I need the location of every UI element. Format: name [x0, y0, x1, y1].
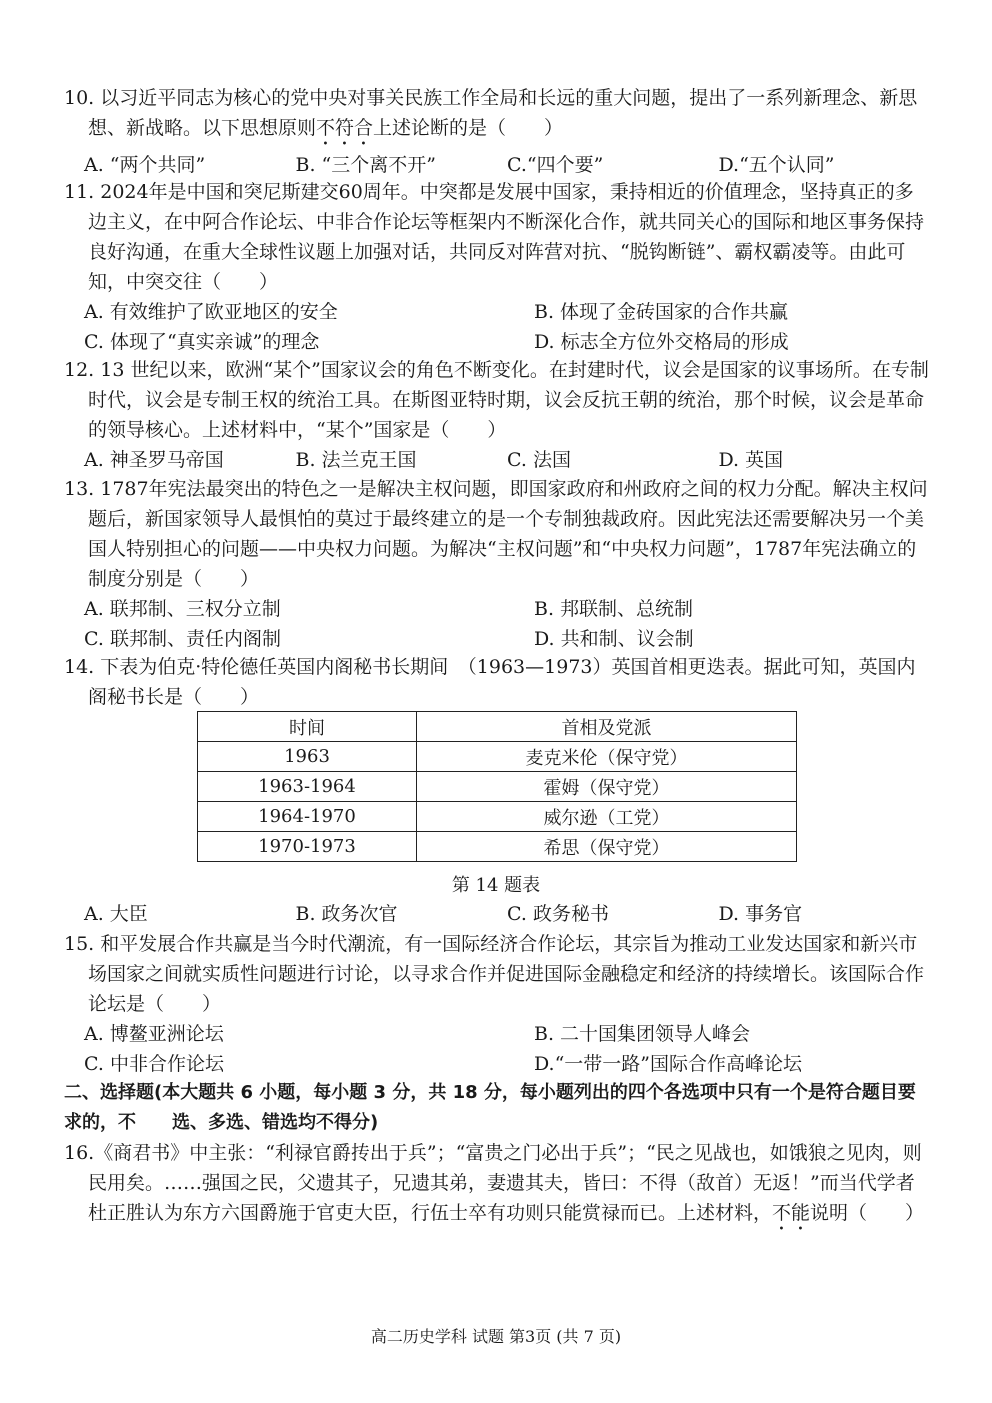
option-a: A. “两个共同” — [84, 154, 206, 176]
option-b: B. 政务次官 — [295, 903, 398, 925]
option-c: C. 体现了“真实亲诚”的理念 — [84, 331, 320, 353]
question-10-options — [64, 150, 930, 180]
table-header-row — [198, 712, 797, 742]
table-header-cell: 首相及党派 — [417, 712, 797, 742]
option-a: A. 神圣罗马帝国 — [84, 449, 224, 471]
option-d: D. 标志全方位外交格局的形成 — [534, 331, 789, 353]
option-b: B. 二十国集团领导人峰会 — [534, 1023, 751, 1045]
option-d: D. 英国 — [718, 449, 784, 471]
table-row — [198, 802, 797, 832]
question-14 — [64, 652, 930, 712]
table-header-cell: 时间 — [198, 712, 417, 742]
table-row — [198, 832, 797, 862]
question-11-options — [64, 297, 930, 357]
option-b: B. 法兰克王国 — [295, 449, 417, 471]
table-cell: 麦克米伦（保守党） — [417, 742, 797, 772]
section-2-heading: 二、选择题(本大题共 6 小题，每小题 3 分，共 18 分，每小题列出的四个各选项中只有一个是符合题目要求的，不 选、多选、错选均不得分) — [64, 1082, 916, 1133]
question-12 — [64, 355, 930, 475]
option-d: D.“一带一路”国际合作高峰论坛 — [534, 1053, 803, 1075]
option-d: D. 事务官 — [718, 903, 803, 925]
option-a: A. 大臣 — [84, 903, 148, 925]
table-caption: 第 14 题表 — [451, 875, 541, 896]
table-cell: 1963 — [198, 742, 417, 772]
table-cell: 1964-1970 — [198, 802, 417, 832]
option-d: D. 共和制、议会制 — [534, 628, 694, 650]
question-16-stem-text: 16.《商君书》中主张：“利禄官爵抟出于兵”；“富贵之门必出于兵”；“民之见战也，如饿狼之见肉，则民用矣。……强国之民，父遗其子，兄遗其弟，妻遗其夫，皆曰：不得（敌首）无返！”而当代学者杜正胜认为东方六国爵施于官吏大臣，行伍士卒有功则只能赏禄而已。上述材料， — [64, 1142, 922, 1224]
question-13 — [64, 474, 930, 654]
question-16-stem-tail: 说明（ ） — [810, 1202, 925, 1224]
question-14-options-block — [64, 899, 930, 929]
option-c: C.“四个要” — [507, 154, 604, 176]
question-14-options — [64, 899, 930, 929]
table-cell: 1963-1964 — [198, 772, 417, 802]
question-12-stem: 12. 13 世纪以来，欧洲“某个”国家议会的角色不断变化。在封建时代，议会是国家的议事场所。在专制时代，议会是专制王权的统治工具。在斯图亚特时期，议会反抗王朝的统治，那个时候，议会是革命的领导核心。上述材料中，“某个”国家是（ ） — [64, 359, 929, 441]
question-16-emphasis: 不能 — [772, 1202, 811, 1224]
question-12-options — [64, 445, 930, 475]
question-10-stem-tail: 上述论断的是（ ） — [373, 117, 564, 139]
option-b: B. 体现了金砖国家的合作共赢 — [534, 301, 789, 323]
question-15-stem: 15. 和平发展合作共赢是当今时代潮流，有一国际经济合作论坛，其宗旨为推动工业发达国家和新兴市场国家之间就实质性问题进行讨论，以寻求合作并促进国际金融稳定和经济的持续增长。该国际合作论坛是（ ） — [64, 933, 925, 1015]
table-cell: 威尔逊（工党） — [417, 802, 797, 832]
question-10-stem — [64, 83, 930, 150]
option-a: A. 联邦制、三权分立制 — [84, 598, 281, 620]
page-footer: 高二历史学科 试题 第3页 (共 7 页) — [370, 1327, 622, 1346]
question-10-emphasis: 不符合 — [316, 117, 374, 139]
option-a: A. 有效维护了欧亚地区的安全 — [84, 301, 338, 323]
question-15 — [64, 929, 930, 1079]
question-11 — [64, 177, 930, 357]
question-16 — [64, 1138, 930, 1235]
option-a: A. 博鳌亚洲论坛 — [84, 1023, 224, 1045]
question-13-stem: 13. 1787年宪法最突出的特色之一是解决主权问题，即国家政府和州政府之间的权力分配。解决主权问题后，新国家领导人最惧怕的莫过于最终建立的是一个专制独裁政府。因此宪法还需要解决另一个美国人特别担心的问题——中央权力问题。为解决“主权问题”和“中央权力问题”，1787年宪法确立的制度分别是（ ） — [64, 478, 928, 590]
option-c: C. 中非合作论坛 — [84, 1053, 224, 1075]
table-row — [198, 742, 797, 772]
question-10 — [64, 83, 930, 180]
option-c: C. 政务秘书 — [507, 903, 609, 925]
question-15-options — [64, 1019, 930, 1079]
question-11-stem: 11. 2024年是中国和突尼斯建交60周年。中突都是发展中国家，秉持相近的价值理念，坚持真正的多边主义，在中阿合作论坛、中非合作论坛等框架内不断深化合作，就共同关心的国际和地区事务保持良好沟通，在重大全球性议题上加强对话，共同反对阵营对抗、“脱钩断链”、霸权霸凌等。由此可知，中突交往（ ） — [64, 181, 925, 293]
table-cell: 霍姆（保守党） — [417, 772, 797, 802]
table-row — [198, 772, 797, 802]
option-b: B. “三个离不开” — [295, 154, 436, 176]
question-13-options — [64, 594, 930, 654]
option-d: D.“五个认同” — [718, 154, 835, 176]
question-14-table — [197, 711, 797, 862]
option-b: B. 邦联制、总统制 — [534, 598, 694, 620]
table-cell: 希思（保守党） — [417, 832, 797, 862]
question-14-stem: 14. 下表为伯克·特伦德任英国内阁秘书长期间 （1963—1973）英国首相更迭表。据此可知，英国内阁秘书长是（ ） — [64, 656, 916, 708]
table-cell: 1970-1973 — [198, 832, 417, 862]
option-c: C. 法国 — [507, 449, 571, 471]
question-10-stem-text: 10. 以习近平同志为核心的党中央对事关民族工作全局和长远的重大问题，提出了一系列新理念、新思想、新战略。以下思想原则 — [64, 87, 918, 139]
question-16-stem — [64, 1138, 930, 1235]
option-c: C. 联邦制、责任内阁制 — [84, 628, 281, 650]
